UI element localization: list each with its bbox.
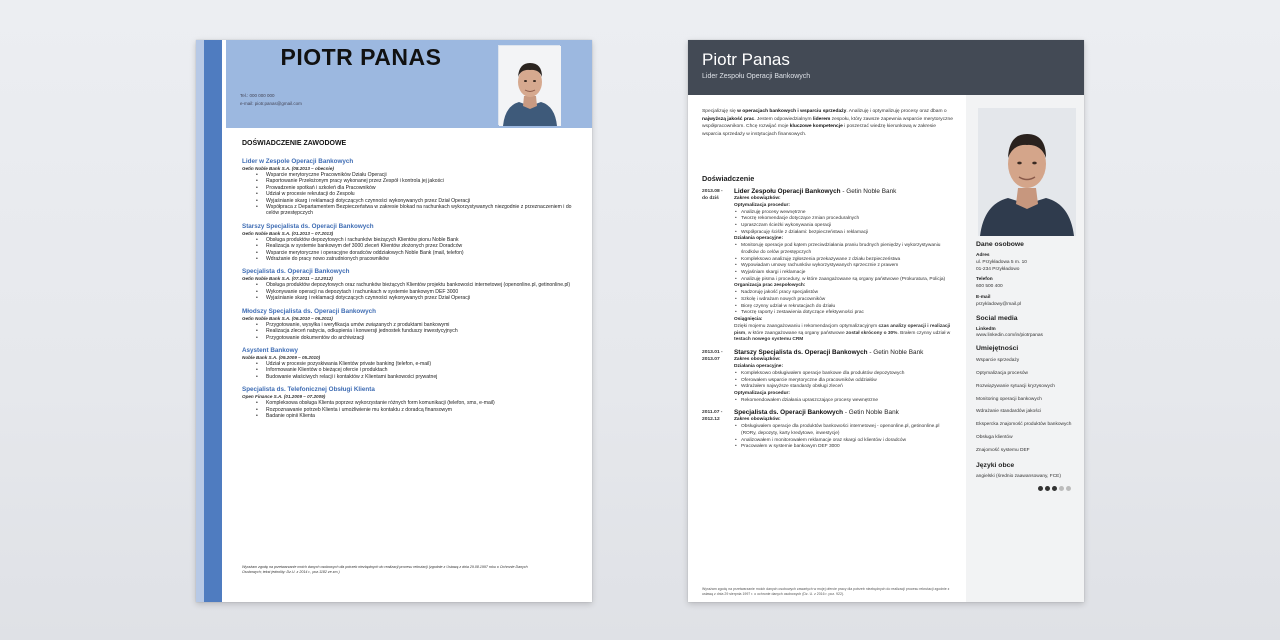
job-meta: Getin Noble Bank S.A. (07.2011 – 12.2012) xyxy=(242,276,333,282)
job-dates xyxy=(702,349,734,404)
section-title-personal: Dane osobowe xyxy=(976,241,1024,248)
duty-item: • Upraszczam ścieżki wykonywania operacji xyxy=(734,223,956,230)
profile-photo xyxy=(498,45,560,125)
contact-block xyxy=(240,92,302,108)
linkedin-url: www.linkedin.com/in/piotrpanas xyxy=(976,333,1043,339)
job-body xyxy=(734,409,956,451)
duty-item: • Kompleksowo analizuję zgłoszenia przekazywane z działu bezpieczeństwa xyxy=(734,257,956,264)
date-end: 2013.07 xyxy=(702,357,720,363)
job-title: Specjalista ds. Telefonicznej Obsługi Klienta xyxy=(242,386,375,394)
job-entry xyxy=(242,386,572,419)
job-title-text: Specjalista ds. Operacji Bankowych xyxy=(734,409,844,417)
duty-item: • Współpraca z Departamentem Bezpieczeństwa w zakresie blokad na rachunkach wykorzystywanych niezgodnie z przeznaczeniem i do celów przestępczych xyxy=(256,204,572,217)
cv-classic-page xyxy=(196,40,592,602)
email-text: e-mail: piotr.panas@gmail.com xyxy=(240,101,302,106)
job-company: - Getin Noble Bank xyxy=(843,409,899,417)
job-body xyxy=(734,188,956,344)
person-portrait-icon xyxy=(978,108,1076,236)
skill-item: Obsługa klientów xyxy=(976,434,1013,440)
address-label: Adres xyxy=(976,253,990,258)
job-company: - Getin Noble Bank xyxy=(840,188,897,195)
gdpr-clause: Wyrażam zgodę na przetwarzanie moich danych osobowych dla potrzeb niezbędnych do realizacji procesu rekrutacji (zgodnie z Ustawą z dnia 29.08.1997 roku o Ochronie Danych Osobowych; tekst jednolity: Dz.U. z 2014 r., poz.1182 ze zm.) xyxy=(242,565,528,574)
duty-list xyxy=(242,172,572,217)
job-title: Starszy Specjalista ds. Operacji Bankowych xyxy=(242,222,374,230)
skill-item: Wdrażanie standardów jakości xyxy=(976,409,1042,415)
job-meta: Getin Noble Bank S.A. (01.2013 – 07.2013) xyxy=(242,230,334,236)
duty-list xyxy=(734,290,956,317)
duty-item: • Oferowałem wsparcie merytoryczne dla pracowników oddziałów xyxy=(734,378,956,385)
duty-list xyxy=(242,322,572,341)
cv-name: Piotr Panas xyxy=(702,50,790,69)
duty-item: • Pracowałem w systemie bankowym DEF 3000 xyxy=(734,444,956,451)
scope-label: Zakres obowiązków: xyxy=(734,417,781,423)
duty-item: • Wdrażałem najwyższe standardy obsługi zleceń xyxy=(734,384,956,391)
experience-list xyxy=(242,158,572,425)
group-label: Działania operacyjne: xyxy=(734,236,784,242)
job-title: Specjalista ds. Operacji Bankowych xyxy=(242,268,350,276)
duty-item: • Raportowanie Przełożonym pracy wykonanej przez Zespół i kontrola jej jakości xyxy=(256,178,572,184)
duty-item: • Wsparcie merytoryczne i operacyjne doradców oddziałowych Noble Bank (mail, telefon) xyxy=(256,250,572,256)
ach-emphasis: testach nowego systemu CRM xyxy=(734,337,804,343)
date-start: 2011.07 - xyxy=(702,410,723,416)
duty-item: • Udział w procesie pozyskiwania Klientów private banking (telefon, e-mail) xyxy=(256,361,572,367)
summary-text: Specjalizuję się xyxy=(702,109,738,114)
scope-label: Zakres obowiązków: xyxy=(734,196,781,201)
level-dot-filled xyxy=(1038,486,1043,491)
side-stripe-light xyxy=(196,40,204,602)
section-title-experience: Doświadczenie xyxy=(702,174,755,183)
email-text: przykladowy@mail.pl xyxy=(976,301,1022,307)
linkedin-label: LinkedIn xyxy=(976,326,996,332)
duty-item: • Współpracuję ściśle z działami: bezpieczeństwa i reklamacji xyxy=(734,230,956,237)
summary-text: . Jestem odpowiedzialnym xyxy=(754,116,813,122)
duty-item: • Realizacja zleceń nabycia, odkupienia i konwersji jednostek funduszy inwestycyjnych xyxy=(256,328,572,334)
summary-emphasis: kluczowe kompetencje xyxy=(789,124,843,130)
language-level-dots xyxy=(1038,486,1076,491)
duty-item: • Prowadzenie spotkań i szkoleń dla Pracowników xyxy=(256,185,572,191)
address-line: ul. Przykładowa 5 m. 10 xyxy=(976,259,1027,265)
duty-item: • Realizacja w systemie bankowym def 3000 zleceń Klientów złożonych przez Doradców xyxy=(256,243,572,249)
scope-label: Zakres obowiązków: xyxy=(734,357,781,363)
person-portrait-icon xyxy=(499,46,561,126)
job-title: Młodszy Specjalista ds. Operacji Bankowych xyxy=(242,307,377,315)
duty-item: • Analizuję procesy wewnętrzne xyxy=(734,210,956,217)
ach-text: , w które zaangażowane są organy państwowe xyxy=(745,330,846,336)
duty-item: • Tworzę rekomendacje dotyczące zmian proceduralnych xyxy=(734,216,956,223)
cv-name: PIOTR PANAS xyxy=(280,44,442,70)
duty-item: • Analizuję pisma i procedury, w które zaangażowane są organy państwowe (Prokuratura, Policja) xyxy=(734,277,956,284)
email-label: E-mail xyxy=(976,294,991,300)
duty-item: • Wykonywanie operacji na depozytach i rachunkach w systemie bankowym DEF 3000 xyxy=(256,289,572,295)
duty-item: • Analizowałem i monitorowałem reklamacje oraz skargi od klientów i doradców xyxy=(734,438,956,445)
job-meta: Getin Noble Bank S.A. (06.2010 – 06.2011) xyxy=(242,315,333,321)
duty-item: • Przygotowanie, wysyłka i weryfikacja umów związanych z produktami bankowymi xyxy=(256,322,572,328)
job-meta: Open Finance S.A. (01.2009 – 07.2009) xyxy=(242,394,326,400)
job-entry xyxy=(242,158,572,217)
skill-item: Ekspercka znajomość produktów bankowych xyxy=(976,422,1072,428)
skill-item: Znajomość systemu DEF xyxy=(976,447,1030,453)
job-body xyxy=(734,349,956,404)
duty-item: • Obsługa produktów depozytowych i rachunków bieżących Klientów pionu Noble Bank xyxy=(256,237,572,243)
profile-photo xyxy=(978,108,1076,236)
section-title-languages: Języki obce xyxy=(976,461,1015,469)
job-company: - Getin Noble Bank xyxy=(867,349,924,357)
duty-item: • Wsparcie merytoryczne Pracowników Działu Operacji xyxy=(256,172,572,178)
section-title-social: Social media xyxy=(976,314,1018,322)
level-dot-empty xyxy=(1066,486,1071,491)
job-title-text: Starszy Specjalista ds. Operacji Bankowych xyxy=(734,349,868,357)
duty-item: • Wyjaśniam skargi i reklamacje xyxy=(734,270,956,277)
duty-item: • Rozpoznawanie potrzeb Klienta i umożliwienie mu kontaktu z doradcą finansowym xyxy=(256,407,572,413)
job-entry xyxy=(702,409,956,451)
level-dot-empty xyxy=(1059,486,1064,491)
duty-item: • Rekomendowałem działania upraszczające procesy wewnętrzne xyxy=(734,398,956,405)
job-entry xyxy=(242,308,572,341)
duty-list xyxy=(734,424,956,451)
duty-item: • Wdrażanie do pracy nowo zatrudnionych pracowników xyxy=(256,256,572,262)
duty-list xyxy=(734,243,956,283)
duty-item: • Wypowiadam umowy rachunków wykorzystywanych sprzecznie z prawem xyxy=(734,263,956,270)
duty-list xyxy=(734,398,956,405)
cv-modern-page xyxy=(688,40,1084,602)
summary-emphasis: liderem xyxy=(812,116,831,122)
job-title xyxy=(734,188,956,196)
date-start: 2013.08 - xyxy=(702,189,723,194)
summary-text: . Analizuję i optymalizuję procesy oraz dbam o xyxy=(846,109,947,114)
duty-item: • Budowanie właściwych relacji i kontaktów z Klientami bankowości prywatnej xyxy=(256,374,572,380)
duty-item: • Nadzoruję jakość pracy specjalistów xyxy=(734,290,956,297)
duty-item: • Obsługa produktów depozytowych oraz rachunków bieżących Klientów projektu bankowości internetowej (openonline.pl, getinonline.pl) xyxy=(256,282,572,288)
group-label: Optymalizacja procedur: xyxy=(734,390,790,396)
job-entry xyxy=(242,223,572,263)
duty-item: • Tworzę raporty i zestawienia dotyczące efektywności prac xyxy=(734,310,956,317)
job-title: Asystent Bankowy xyxy=(242,346,298,354)
duty-item: • Udział w procesie rekrutacji do Zespołu xyxy=(256,191,572,197)
job-dates xyxy=(702,188,734,344)
ach-emphasis: został skrócony o 30% xyxy=(846,330,898,336)
group-label: Działania operacyjne: xyxy=(734,364,784,370)
duty-item: • Biorę czynny udział w rekrutacjach do działu xyxy=(734,304,956,311)
duty-list xyxy=(242,361,572,380)
date-start: 2013.01 - xyxy=(702,350,723,356)
group-label: Optymalizacja procedur: xyxy=(734,202,790,208)
duty-item: • Przygotowanie dokumentów do archiwizacji xyxy=(256,335,572,341)
date-end: do dziś xyxy=(702,196,719,201)
summary-text: zespołu, który zawsze zapewnia wsparcie merytoryczne współpracownikom. Chcę rozwijać moje xyxy=(702,116,953,130)
skill-item: Rozwiązywanie sytuacji kryzysowych xyxy=(976,383,1055,389)
section-title-experience: DOŚWIADCZENIE ZAWODOWE xyxy=(242,140,347,147)
job-meta: Getin Noble Bank S.A. (08.2013 – obecnie) xyxy=(242,166,334,171)
cv-header xyxy=(688,40,1084,95)
address-line: 01-234 Przykładowo xyxy=(976,266,1020,272)
duty-item: • Wyjaśnianie skarg i reklamacji dotyczących czynności wykonywanych przez Dział Operacji xyxy=(256,295,572,301)
duty-list xyxy=(734,210,956,237)
cv-header xyxy=(226,40,592,128)
duty-item: • Badanie opinii Klienta xyxy=(256,413,572,419)
job-title: Lider w Zespole Operacji Bankowych xyxy=(242,158,354,165)
summary-emphasis: w operacjach bankowych i wsparciu sprzedaży xyxy=(737,109,847,114)
section-title-skills: Umiejętności xyxy=(976,345,1019,353)
ach-text: Dzięki mojemu zaangażowaniu i rekomendacjom optymalizacyjnym xyxy=(734,323,879,329)
duty-item: • Monitoruję operacje pod kątem przeciwdziałania praniu brudnych pieniędzy i wykorzystywaniu środków do celów przestępczych xyxy=(734,243,956,256)
job-dates xyxy=(702,409,734,451)
duty-item: • Kompleksowa obsługa Klienta poprzez wykorzystanie różnych form komunikacji (telefon, sms, e-mail) xyxy=(256,400,572,406)
job-entry xyxy=(702,349,956,404)
duty-item: • Szkolę i wdrażam nowych pracowników xyxy=(734,297,956,304)
duty-list xyxy=(242,282,572,301)
experience-list xyxy=(702,188,956,456)
level-dot-filled xyxy=(1045,486,1050,491)
date-end: 2012.12 xyxy=(702,417,720,423)
job-entry xyxy=(242,347,572,380)
duty-item: • Obsługiwałem operacje dla produktów bankowości internetowej - openonline.pl, getinonline.pl (RORy, depozyty, karty kredytowe, inwestycje) xyxy=(734,424,956,437)
gdpr-clause: Wyrażam zgodę na przetwarzanie moich danych osobowych zawartych w mojej ofercie pracy dla potrzeb niezbędnych do realizacji procesu rekrutacji zgodnie z ustawą z dnia 29 sierpnia 1997 r. o ochronie danych osobowych (Dz. U. z 2016 r. poz. 922). xyxy=(702,587,950,596)
job-entry xyxy=(702,188,956,344)
language-item: angielski (średnio zaawansowany, FCE) xyxy=(976,473,1061,479)
summary-emphasis: najwyższą jakość prac xyxy=(702,116,755,122)
ach-emphasis: czas analizy operacji i realizacji pism xyxy=(734,323,951,336)
summary-text: i poszerzać wiedzę kierunkową w zakresie wsparcia sprzedaży w instytucjach finansowych. xyxy=(702,124,937,137)
duty-item: • Kompleksowo obsługiwałem operacje bankowe dla produktów depozytowych xyxy=(734,371,956,378)
group-label: Organizacja prac zespołowych: xyxy=(734,283,806,289)
skill-item: Wsparcie sprzedaży xyxy=(976,358,1020,364)
level-dot-filled xyxy=(1052,486,1057,491)
duty-list xyxy=(242,237,572,263)
group-label: Osiągnięcia: xyxy=(734,317,763,323)
phone-text: Tel.: 000 000 000 xyxy=(240,93,275,98)
skill-item: Optymalizacja procesów xyxy=(976,370,1028,376)
job-entry xyxy=(242,268,572,301)
skill-item: Monitoring operacji bankowych xyxy=(976,396,1042,402)
side-stripe xyxy=(204,40,222,602)
sidebar-personal xyxy=(976,240,1076,491)
duty-item: • Wyjaśnianie skarg i reklamacji dotyczących czynności wykonywanych przez Dział Operacji xyxy=(256,198,572,204)
job-title-text: Lider Zespołu Operacji Bankowych xyxy=(734,188,841,195)
job-meta: Noble Bank S.A. (09.2009 – 05.2010) xyxy=(242,354,321,360)
cv-role: Lider Zespołu Operacji Bankowych xyxy=(702,73,811,80)
duty-list xyxy=(734,371,956,391)
phone-label: Telefon xyxy=(976,277,993,283)
achievements-text xyxy=(734,324,956,344)
duty-list xyxy=(242,400,572,419)
ach-text: . Brałem czynny udział w xyxy=(897,330,951,336)
duty-item: • Informowanie Klientów o bieżącej ofercie i produktach xyxy=(256,367,572,373)
phone-text: 600 500 400 xyxy=(976,284,1003,290)
profile-summary xyxy=(702,108,956,138)
